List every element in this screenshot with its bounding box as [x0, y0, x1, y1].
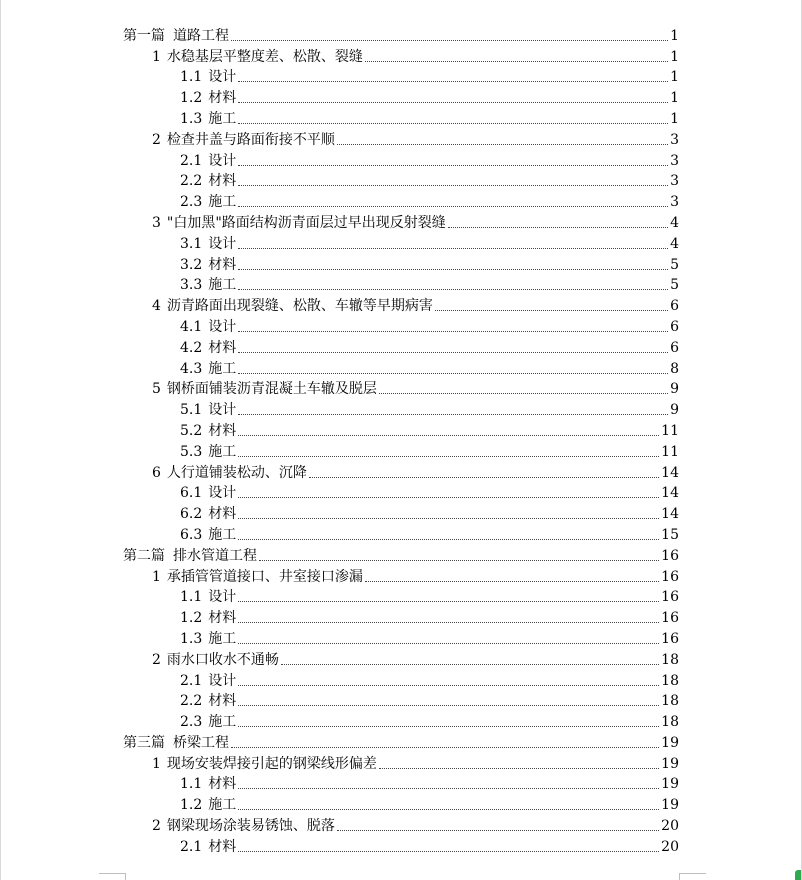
toc-entry-number: 第三篇 [123, 734, 165, 751]
toc-entry[interactable] [123, 24, 679, 45]
toc-entry-number: 1.1 [180, 589, 203, 606]
toc-entry-title: 钢桥面铺装沥青混凝土车辙及脱层 [166, 381, 377, 398]
toc-entry-title: 材料 [208, 610, 237, 627]
toc-entry-title: 施工 [208, 277, 237, 294]
toc-entry-title: 设计 [208, 589, 237, 606]
toc-dot-leader [238, 788, 659, 789]
toc-page-number: 14 [661, 485, 679, 502]
toc-entry-number: 1 [152, 48, 161, 65]
toc-dot-leader [238, 248, 668, 249]
toc-page-number: 3 [670, 131, 679, 148]
toc-dot-leader [365, 61, 668, 62]
toc-dot-leader [259, 560, 659, 561]
toc-entry-title: 承插管管道接口、井室接口渗漏 [166, 568, 363, 585]
toc-entry-title: 材料 [208, 339, 237, 356]
toc-entry-title: 设计 [208, 485, 237, 502]
toc-entry-number: 2 [152, 131, 161, 148]
toc-page-number: 18 [661, 651, 679, 668]
toc-page-number: 11 [661, 422, 679, 439]
toc-page-number: 1 [670, 90, 679, 107]
toc-entry[interactable] [123, 211, 679, 232]
toc-entry-title: 材料 [208, 776, 237, 793]
toc-entry-number: 3 [152, 214, 161, 231]
toc-entry-title: 设计 [208, 152, 237, 169]
toc-entry-title: 材料 [208, 693, 237, 710]
toc-page-number: 20 [661, 838, 679, 855]
toc-dot-leader [238, 331, 668, 332]
toc-page-number: 6 [670, 318, 679, 335]
toc-page-number: 14 [661, 506, 679, 523]
toc-entry[interactable] [123, 669, 679, 690]
toc-entry-number: 6 [152, 464, 161, 481]
toc-dot-leader [281, 664, 659, 665]
toc-page-number: 6 [670, 339, 679, 356]
toc-entry-number: 1.1 [180, 69, 203, 86]
toc-entry-number: 1.2 [180, 797, 203, 814]
toc-entry-number: 6.3 [180, 526, 203, 543]
toc-entry-title: 材料 [208, 838, 237, 855]
toc-entry-title: 检查井盖与路面衔接不平顺 [166, 131, 335, 148]
toc-entry[interactable] [123, 315, 679, 336]
toc-entry[interactable] [123, 419, 679, 440]
toc-dot-leader [238, 497, 659, 498]
toc-dot-leader [365, 581, 659, 582]
toc-dot-leader [309, 477, 659, 478]
toc-entry[interactable] [123, 45, 679, 66]
toc-page-number: 19 [661, 776, 679, 793]
toc-entry[interactable] [123, 648, 679, 669]
toc-entry[interactable] [123, 710, 679, 731]
toc-entry[interactable] [123, 461, 679, 482]
toc-dot-leader [379, 768, 659, 769]
toc-entry[interactable] [123, 835, 679, 856]
toc-page-number: 18 [661, 693, 679, 710]
toc-dot-leader [231, 747, 659, 748]
toc-page-number: 4 [670, 235, 679, 252]
toc-entry[interactable] [123, 440, 679, 461]
toc-page-number: 5 [670, 277, 679, 294]
toc-page-number: 9 [670, 402, 679, 419]
toc-page-number: 19 [661, 797, 679, 814]
toc-dot-leader [238, 414, 668, 415]
toc-entry-number: 3.3 [180, 277, 203, 294]
toc-entry-title: 材料 [208, 256, 237, 273]
toc-dot-leader [238, 123, 668, 124]
toc-entry-number: 5.1 [180, 402, 203, 419]
toc-entry[interactable] [123, 232, 679, 253]
toc-entry-number: 2.2 [180, 693, 203, 710]
toc-page-number: 19 [661, 755, 679, 772]
toc-entry-number: 第二篇 [123, 547, 165, 564]
toc-page-number: 16 [661, 547, 679, 564]
toc-entry[interactable] [123, 86, 679, 107]
toc-entry[interactable] [123, 482, 679, 503]
toc-dot-leader [238, 851, 659, 852]
toc-entry[interactable] [123, 294, 679, 315]
toc-page-number: 16 [661, 589, 679, 606]
toc-entry-number: 1.1 [180, 776, 203, 793]
toc-entry-number: 5.3 [180, 443, 203, 460]
toc-page-number: 1 [670, 110, 679, 127]
toc-entry[interactable] [123, 731, 679, 752]
toc-entry-title: 设计 [208, 402, 237, 419]
toc-entry-number: 2.1 [180, 152, 203, 169]
toc-dot-leader [337, 144, 668, 145]
toc-entry-number: 第一篇 [123, 27, 165, 44]
toc-entry-title: 雨水口收水不通畅 [166, 651, 279, 668]
toc-entry[interactable] [123, 793, 679, 814]
toc-page-number: 16 [661, 568, 679, 585]
toc-dot-leader [238, 352, 668, 353]
toc-dot-leader [238, 809, 659, 810]
toc-dot-leader [238, 456, 659, 457]
toc-page-number: 16 [661, 610, 679, 627]
toc-entry-title: 材料 [208, 422, 237, 439]
toc-dot-leader [238, 643, 659, 644]
toc-entry-title: 材料 [208, 90, 237, 107]
toc-entry-title: 设计 [208, 235, 237, 252]
toc-page-number: 1 [670, 69, 679, 86]
toc-entry[interactable] [123, 398, 679, 419]
toc-dot-leader [337, 830, 659, 831]
toc-dot-leader [238, 81, 668, 82]
toc-dot-leader [238, 518, 659, 519]
toc-entry-title: 道路工程 [173, 27, 229, 44]
toc-entry-number: 4.1 [180, 318, 203, 335]
toc-entry[interactable] [123, 357, 679, 378]
toc-page-number: 5 [670, 256, 679, 273]
toc-entry-number: 2 [152, 818, 161, 835]
toc-dot-leader [238, 726, 659, 727]
toc-dot-leader [238, 435, 659, 436]
toc-dot-leader [231, 40, 668, 41]
toc-entry-title: 施工 [208, 797, 237, 814]
toc-page-number: 6 [670, 298, 679, 315]
toc-entry-number: 1.2 [180, 90, 203, 107]
toc-page-number: 15 [661, 526, 679, 543]
page-corner-mark-left [99, 873, 126, 880]
toc-entry[interactable] [123, 544, 679, 565]
toc-entry[interactable] [123, 378, 679, 399]
toc-page-number: 18 [661, 672, 679, 689]
toc-entry[interactable] [123, 502, 679, 523]
toc-page-number: 3 [670, 152, 679, 169]
toc-page-number: 16 [661, 630, 679, 647]
toc-entry[interactable] [123, 190, 679, 211]
toc-entry-number: 2.1 [180, 672, 203, 689]
toc-entry-title: 施工 [208, 360, 237, 377]
toc-page-number: 11 [661, 443, 679, 460]
toc-entry-number: 2.2 [180, 173, 203, 190]
toc-dot-leader [238, 705, 659, 706]
toc-entry-title: 施工 [208, 110, 237, 127]
toc-entry[interactable] [123, 274, 679, 295]
toc-entry-title: 沥青路面出现裂缝、松散、车辙等早期病害 [166, 298, 433, 315]
toc-entry-number: 3.2 [180, 256, 203, 273]
toc-entry[interactable] [123, 128, 679, 149]
toc-entry[interactable] [123, 606, 679, 627]
toc-dot-leader [238, 165, 668, 166]
toc-entry-title: 材料 [208, 173, 237, 190]
page-corner-mark-right [679, 873, 706, 880]
toc-page-number: 14 [661, 464, 679, 481]
toc-entry-number: 1 [152, 568, 161, 585]
toc-dot-leader [379, 393, 668, 394]
toc-entry-number: 1.3 [180, 630, 203, 647]
toc-entry-title: "白加黑"路面结构沥青面层过早出现反射裂缝 [166, 214, 446, 231]
toc-entry-number: 1 [152, 755, 161, 772]
toc-entry[interactable] [123, 773, 679, 794]
toc-entry-title: 材料 [208, 506, 237, 523]
toc-entry[interactable] [123, 627, 679, 648]
toc-entry[interactable] [123, 565, 679, 586]
toc-entry-title: 人行道铺装松动、沉降 [166, 464, 307, 481]
toc-dot-leader [238, 685, 659, 686]
toc-entry-title: 排水管道工程 [173, 547, 257, 564]
toc-entry-title: 施工 [208, 194, 237, 211]
toc-dot-leader [238, 269, 668, 270]
toc-entry-number: 1.2 [180, 610, 203, 627]
toc-entry-title: 水稳基层平整度差、松散、裂缝 [166, 48, 363, 65]
toc-page-number: 3 [670, 173, 679, 190]
toc-page-number: 4 [670, 214, 679, 231]
toc-entry-number: 1.3 [180, 110, 203, 127]
toc-entry[interactable] [123, 690, 679, 711]
toc-entry[interactable] [123, 586, 679, 607]
toc-entry-title: 设计 [208, 672, 237, 689]
toc-dot-leader [238, 206, 668, 207]
toc-entry-title: 桥梁工程 [173, 734, 229, 751]
toc-page-number: 19 [661, 734, 679, 751]
toc-entry-title: 设计 [208, 318, 237, 335]
toc-dot-leader [238, 102, 668, 103]
toc-entry-title: 施工 [208, 443, 237, 460]
toc-entry-title: 钢梁现场涂装易锈蚀、脱落 [166, 818, 335, 835]
toc-entry-number: 2 [152, 651, 161, 668]
toc-entry[interactable] [123, 170, 679, 191]
toc-entry[interactable] [123, 107, 679, 128]
toc-entry-title: 施工 [208, 630, 237, 647]
toc-entry-title: 现场安装焊接引起的钢梁线形偏差 [166, 755, 377, 772]
toc-page-number: 1 [670, 48, 679, 65]
toc-entry[interactable] [123, 814, 679, 835]
toc-entry-number: 4.3 [180, 360, 203, 377]
toc-entry[interactable] [123, 336, 679, 357]
toc-entry[interactable] [123, 253, 679, 274]
toc-dot-leader [238, 601, 659, 602]
toc-page-number: 8 [670, 360, 679, 377]
toc-entry-number: 6.1 [180, 485, 203, 502]
toc-dot-leader [238, 622, 659, 623]
toc-entry-title: 施工 [208, 526, 237, 543]
toc-page-number: 1 [670, 27, 679, 44]
toc-entry[interactable] [123, 149, 679, 170]
toc-dot-leader [435, 310, 668, 311]
toc-entry-number: 2.3 [180, 194, 203, 211]
toc-dot-leader [448, 227, 668, 228]
toc-entry-title: 设计 [208, 69, 237, 86]
table-of-contents [123, 24, 679, 856]
toc-dot-leader [238, 373, 668, 374]
toc-dot-leader [238, 185, 668, 186]
toc-dot-leader [238, 539, 659, 540]
toc-dot-leader [238, 289, 668, 290]
toc-entry-title: 施工 [208, 714, 237, 731]
toc-entry-number: 4 [152, 298, 161, 315]
toc-page-number: 3 [670, 194, 679, 211]
toc-entry[interactable] [123, 752, 679, 773]
toc-entry-number: 6.2 [180, 506, 203, 523]
toc-page-number: 20 [661, 818, 679, 835]
toc-page-number: 9 [670, 381, 679, 398]
scroll-edge-marker [795, 870, 801, 880]
toc-entry-number: 2.3 [180, 714, 203, 731]
toc-entry-number: 2.1 [180, 838, 203, 855]
toc-entry-number: 5 [152, 381, 161, 398]
toc-entry[interactable] [123, 66, 679, 87]
toc-entry-number: 5.2 [180, 422, 203, 439]
toc-entry-number: 3.1 [180, 235, 203, 252]
toc-entry-number: 4.2 [180, 339, 203, 356]
toc-page-number: 18 [661, 714, 679, 731]
toc-entry[interactable] [123, 523, 679, 544]
